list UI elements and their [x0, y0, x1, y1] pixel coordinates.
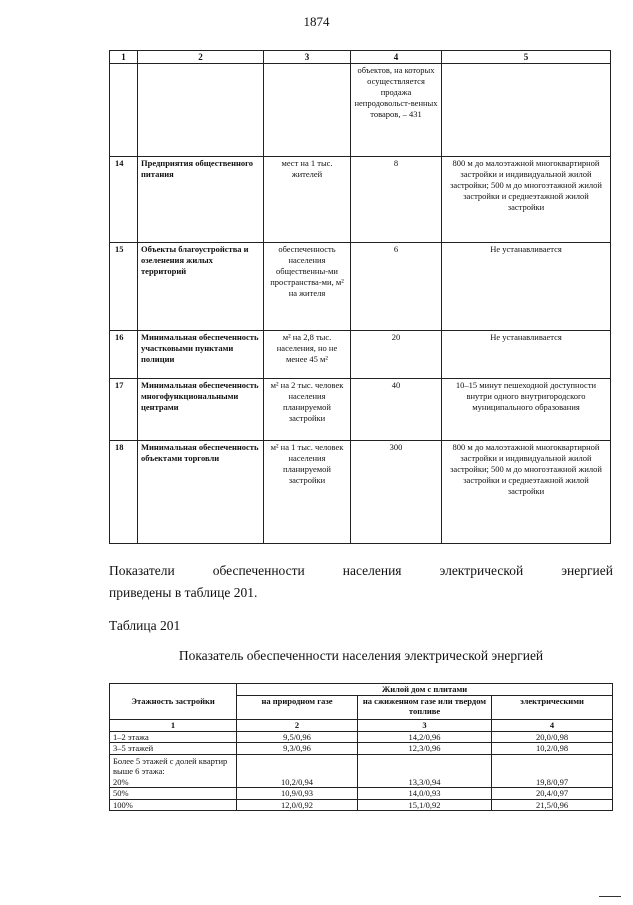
header-cell: 3	[264, 51, 351, 64]
facility-name: Предприятия общественного питания	[138, 157, 264, 243]
table-row	[110, 788, 613, 800]
value-cell: 12,0/0,92	[237, 799, 358, 811]
paragraph-word: населения	[342, 563, 402, 578]
value-cell: 14,0/0,93	[358, 788, 492, 800]
table-title: Показатель обеспеченности населения электрической энергией	[178, 648, 544, 663]
value-cell: 10,2/0,98	[492, 743, 613, 755]
floors-header: Этажность застройки	[110, 684, 237, 720]
facility-name: Минимальная обеспеченность объектами торговли	[138, 441, 264, 544]
header-cell: 2	[138, 51, 264, 64]
table-row	[110, 743, 613, 755]
paragraph-word: энергией	[561, 563, 613, 578]
value-cell: 15,1/0,92	[358, 799, 492, 811]
floors-cell: 1–2 этажа	[110, 731, 237, 743]
value-cell: 6	[351, 243, 442, 331]
table-row	[110, 731, 613, 743]
facility-name: Минимальная обеспеченность многофункциональными центрами	[138, 379, 264, 441]
paragraph-word: обеспеченности	[212, 563, 305, 578]
table-row	[110, 754, 613, 788]
accessibility-cell: 10–15 минут пешеходной доступности внутри одного внутригородского муниципального образования	[442, 379, 611, 441]
row-number	[110, 64, 138, 157]
group-header: Жилой дом с плитами	[237, 684, 613, 696]
table-row	[110, 157, 611, 243]
index-cell: 3	[358, 719, 492, 731]
accessibility-cell: Не устанавливается	[442, 243, 611, 331]
table-row	[110, 331, 611, 379]
unit-cell: м² на 2 тыс. человек населения планируемой застройки	[264, 379, 351, 441]
value-cell: 40	[351, 379, 442, 441]
header-cell: 4	[351, 51, 442, 64]
floors-cell: 20%	[113, 776, 129, 787]
floors-cell: 100%	[110, 799, 237, 811]
body-paragraph	[109, 560, 613, 604]
paragraph-line	[109, 560, 613, 582]
facility-name: Минимальная обеспеченность участковыми пунктами полиции	[138, 331, 264, 379]
value-cell: 13,3/0,94	[358, 754, 492, 788]
value-cell: 9,5/0,96	[237, 731, 358, 743]
row-number: 14	[110, 157, 138, 243]
unit-cell: мест на 1 тыс. жителей	[264, 157, 351, 243]
table-header-row	[110, 51, 611, 64]
paragraph-word: электрической	[439, 563, 524, 578]
table-row	[110, 441, 611, 544]
header-cell: 1	[110, 51, 138, 64]
unit-cell	[264, 64, 351, 157]
facility-name	[138, 64, 264, 157]
row-number: 16	[110, 331, 138, 379]
value-cell: 20,0/0,98	[492, 731, 613, 743]
value-cell: 9,3/0,96	[237, 743, 358, 755]
paragraph-line: приведены в таблице 201.	[109, 585, 258, 600]
floors-group-cell	[110, 754, 237, 788]
index-cell: 2	[237, 719, 358, 731]
header-cell: 5	[442, 51, 611, 64]
value-cell: 10,9/0,93	[237, 788, 358, 800]
value-cell: 20,4/0,97	[492, 788, 613, 800]
floors-group-label: Более 5 этажей с долей квартир выше 6 этажа:	[113, 755, 228, 776]
electricity-table	[109, 683, 613, 811]
index-cell: 1	[110, 719, 237, 731]
unit-cell: м² на 1 тыс. человек населения планируемой застройки	[264, 441, 351, 544]
value-cell: 12,3/0,96	[358, 743, 492, 755]
value-cell: 20	[351, 331, 442, 379]
scan-mark	[599, 896, 621, 897]
value-cell: 21,5/0,96	[492, 799, 613, 811]
value-cell: объектов, на которых осуществляется продажа непродовольст-венных товаров, – 431	[351, 64, 442, 157]
accessibility-cell: Не устанавливается	[442, 331, 611, 379]
value-cell: 19,8/0,97	[492, 754, 613, 788]
row-number: 17	[110, 379, 138, 441]
value-cell: 300	[351, 441, 442, 544]
table-row	[110, 379, 611, 441]
row-number: 18	[110, 441, 138, 544]
table-row	[110, 799, 613, 811]
floors-cell: 50%	[110, 788, 237, 800]
table-header-row	[110, 684, 613, 696]
natural-gas-header: на природном газе	[237, 695, 358, 719]
unit-cell: обеспеченность населения общественны-ми пространства-ми, м² на жителя	[264, 243, 351, 331]
row-number: 15	[110, 243, 138, 331]
table-row	[110, 64, 611, 157]
page-number: 1874	[303, 14, 330, 29]
facility-name: Объекты благоустройства и озеленения жилых территорий	[138, 243, 264, 331]
facilities-table	[109, 50, 611, 544]
electric-header: электрическими	[492, 695, 613, 719]
table-row	[110, 243, 611, 331]
index-cell: 4	[492, 719, 613, 731]
accessibility-cell: 800 м до малоэтажной многоквартирной застройки и индивидуальной жилой застройки; 500 м до многоэтажной жилой застройки и среднеэтажной жилой застройки	[442, 441, 611, 544]
value-cell: 8	[351, 157, 442, 243]
index-row	[110, 719, 613, 731]
accessibility-cell	[442, 64, 611, 157]
floors-cell: 3–5 этажей	[110, 743, 237, 755]
lpg-header: на сжиженном газе или твердом топливе	[358, 695, 492, 719]
accessibility-cell: 800 м до малоэтажной многоквартирной застройки и индивидуальной жилой застройки; 500 м до многоэтажной жилой застройки и среднеэтажной жилой застройки	[442, 157, 611, 243]
value-cell: 14,2/0,96	[358, 731, 492, 743]
table-label: Таблица 201	[109, 618, 181, 633]
paragraph-word: Показатели	[109, 563, 175, 578]
unit-cell: м² на 2,8 тыс. населения, но не менее 45 м²	[264, 331, 351, 379]
value-cell: 10,2/0,94	[237, 754, 358, 788]
